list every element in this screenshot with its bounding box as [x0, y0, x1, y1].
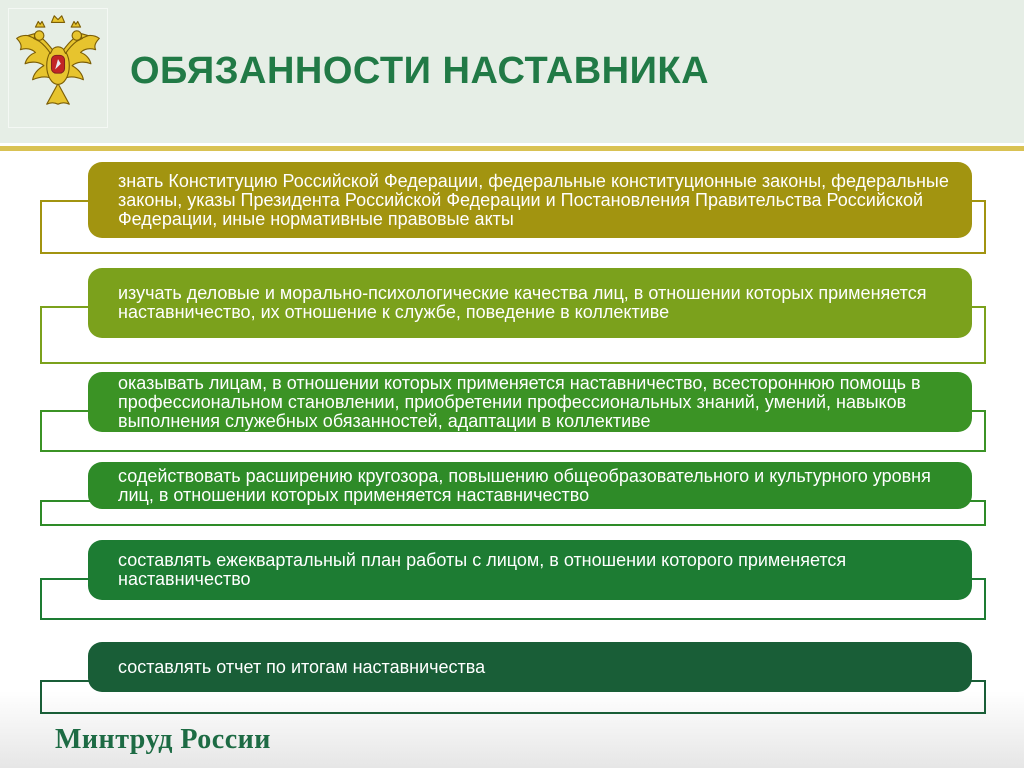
gold-divider-line	[0, 143, 1024, 156]
duty-item-box	[88, 642, 972, 692]
duty-item-box	[88, 268, 972, 338]
russia-coat-of-arms-icon	[8, 8, 108, 128]
duty-item-text: содействовать расширению кругозора, повышению общеобразовательного и культурного уровня лиц, в отношении которых применяется наставничество	[118, 465, 931, 505]
duty-item-text: составлять ежеквартальный план работы с лицом, в отношении которого применяется наставничество	[118, 550, 847, 589]
duty-item-text: оказывать лицам, в отношении которых применяется наставничество, всестороннюю помощь в профессиональном становлении, приобретении профессиональных знаний, умений, навыков выполнения служебных обязанностей, адаптации в коллективе	[118, 372, 921, 431]
slide-title: ОБЯЗАННОСТИ НАСТАВНИКА	[130, 50, 710, 92]
mintrud-logo-text: Минтруд России	[55, 724, 271, 755]
duty-item-box	[88, 162, 972, 238]
duty-item-box	[88, 540, 972, 600]
duty-item-box	[88, 462, 972, 509]
duty-item-box	[88, 372, 972, 432]
duty-item-text: изучать деловые и морально-психологические качества лиц, в отношении которых применяется наставничество, их отношение к службе, поведение в коллективе	[118, 283, 927, 322]
duty-item-text: знать Конституцию Российской Федерации, федеральные конституционные законы, федеральные законы, указы Президента Российской Федерации и Постановления Правительства Российской Федерации, иные нормативные правовые акты	[118, 170, 949, 229]
slide-header	[0, 0, 1024, 143]
duty-item-text: составлять отчет по итогам наставничества	[118, 656, 486, 677]
